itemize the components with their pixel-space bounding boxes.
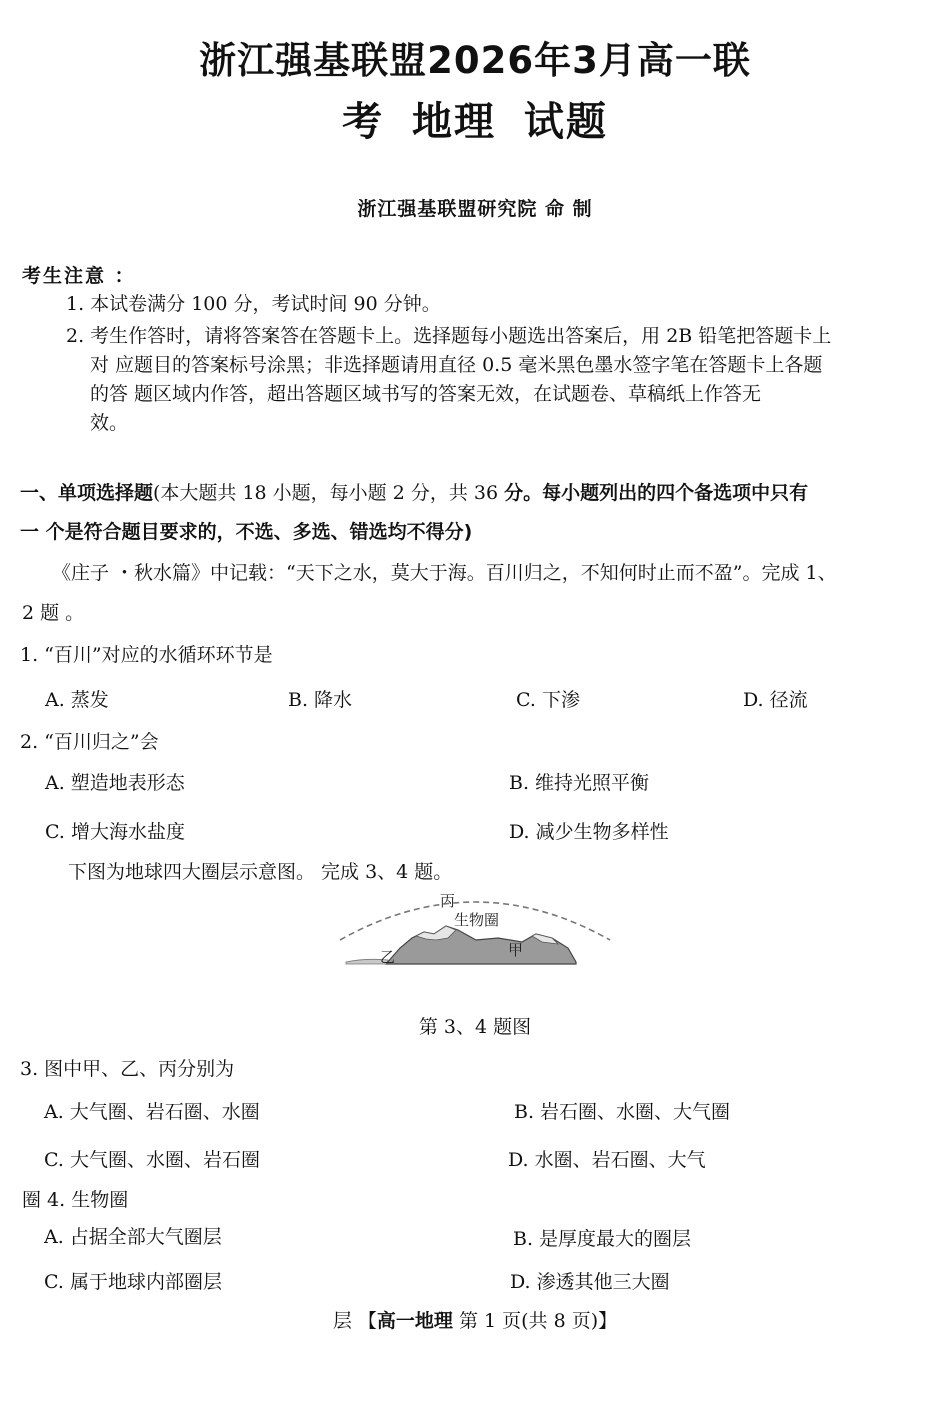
exam-title-line1: 浙江强基联盟2026年3月高一联: [199, 39, 751, 82]
q2-stem: 2. “百川归之”会: [20, 731, 159, 753]
figure-intro: 下图为地球四大圈层示意图。 完成 3、4 题。: [68, 861, 453, 883]
notice-item-2-line3a: 的答 题区域内作答，: [90, 383, 268, 405]
notice-item-1: 1. 本试卷满分 100 分，考试时间 90 分钟。: [66, 293, 441, 315]
section1-heading-part3: 分。每小题列出的四个备选项中只有: [504, 482, 809, 504]
footer-page: 第 1 页(共 8 页)】: [452, 1310, 618, 1332]
q3-stem: 3. 图中甲、乙、丙分别为: [20, 1058, 235, 1080]
q3-option-c: C. 大气圈、水圈、岩石圈: [44, 1149, 260, 1171]
section1-heading-line2: 一 个是符合题目要求的，不选、多选、错选均不得分): [20, 521, 473, 543]
section1-intro-line2: 2 题 。: [22, 602, 85, 624]
notice-item-2-line1: 2. 考生作答时，请将答案答在答题卡上。选择题每小题选出答案后，用 2B 铅笔把答题卡上: [66, 325, 832, 347]
q1-stem: 1. “百川”对应的水循环环节是: [20, 644, 273, 666]
q4-option-b: B. 是厚度最大的圈层: [513, 1228, 692, 1250]
page-footer: [0, 1306, 950, 1333]
earth-spheres-svg: [336, 882, 614, 972]
notice-item-2-line4: 效。: [90, 412, 129, 434]
exam-maker: 浙江强基联盟研究院 命 制: [357, 198, 593, 220]
notice-item-2-line3: [90, 380, 761, 409]
notice-heading: 考生注意 ：: [22, 265, 136, 287]
q2-option-a: A. 塑造地表形态: [45, 772, 185, 794]
section1-heading-line1: [20, 478, 808, 505]
q1-option-b: B. 降水: [288, 689, 353, 711]
q2-option-d: D. 减少生物多样性: [509, 821, 669, 843]
label-biosphere: 生物圈: [454, 911, 500, 929]
notice-item-2-line3b: 超出答题区域书写的答案无效，在试题卷、草稿纸上作答无: [267, 383, 762, 405]
q4-option-a: A. 占据全部大气圈层: [44, 1226, 222, 1248]
label-jia: 甲: [508, 941, 524, 959]
q4-option-c: C. 属于地球内部圈层: [44, 1271, 222, 1293]
q1-option-a: A. 蒸发: [45, 689, 109, 711]
exam-title-line2: 考 地理 试题: [342, 99, 608, 145]
q2-option-b: B. 维持光照平衡: [509, 772, 650, 794]
section1-heading-part1: 一、单项选择题: [20, 482, 154, 504]
lithosphere-land: [386, 926, 576, 964]
earth-spheres-diagram: [336, 882, 614, 972]
q3-option-a: A. 大气圈、岩石圈、水圈: [44, 1101, 260, 1123]
footer-subject: 高一地理: [376, 1310, 453, 1332]
q1-option-d: D. 径流: [743, 689, 808, 711]
label-bing: 丙: [440, 892, 456, 910]
q4-option-d: D. 渗透其他三大圈: [510, 1271, 670, 1293]
notice-item-2-line2: 对 应题目的答案标号涂黑；非选择题请用直径 0.5 毫米黑色墨水签字笔在答题卡上各题: [90, 354, 823, 376]
label-yi: 乙: [380, 948, 396, 966]
q3-option-d: D. 水圈、岩石圈、大气: [508, 1149, 706, 1171]
q1-option-c: C. 下渗: [516, 689, 580, 711]
q2-option-c: C. 增大海水盐度: [45, 821, 185, 843]
footer-prefix: 层 【: [332, 1310, 377, 1332]
section1-intro-line1: 《庄子 ・秋水篇》中记载：“天下之水，莫大于海。百川归之，不知何时止而不盈”。完成 1、: [52, 562, 837, 584]
figure-caption: 第 3、4 题图: [418, 1016, 532, 1038]
q3-option-b: B. 岩石圈、水圈、大气圈: [514, 1101, 731, 1123]
q4-stem: 圈 4. 生物圈: [22, 1189, 129, 1211]
section1-heading-part2: (本大题共 18 小题，每小题 2 分，共 36: [153, 482, 505, 504]
